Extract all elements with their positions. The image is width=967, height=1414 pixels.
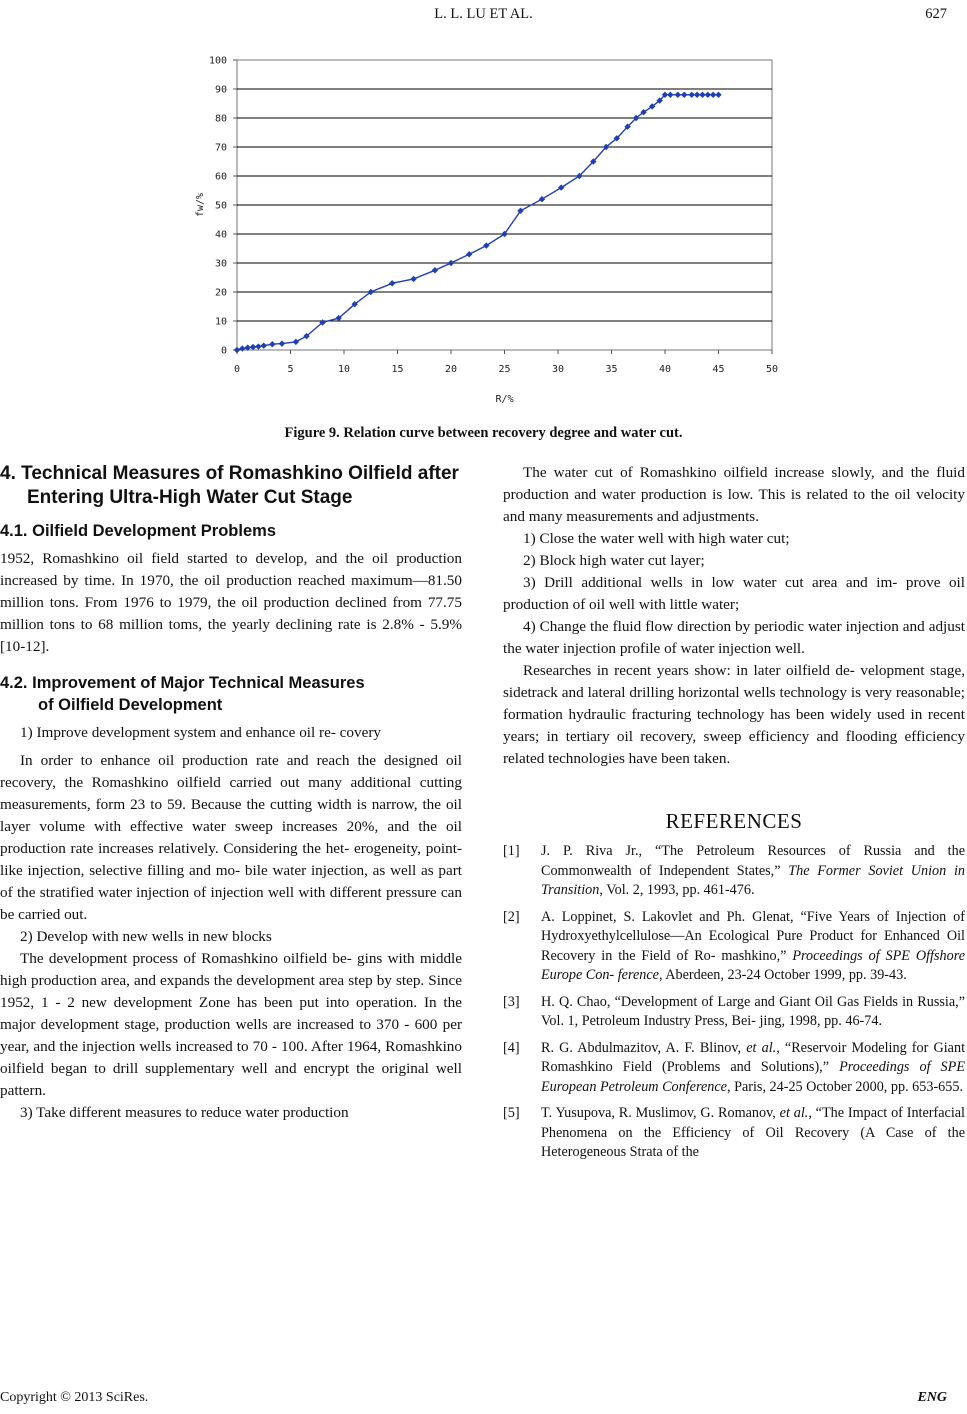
- y-tick-label: 20: [214, 287, 227, 299]
- reference-text: , “The Impact of Interfacial Phenomena on the Efficiency of Oil Recovery (A Case of the Heterogeneous Strata of the: [541, 1105, 966, 1160]
- data-point: [448, 260, 454, 266]
- section-4-2-title-line2: of Oilfield Development: [38, 696, 223, 714]
- reference-number: [5]: [503, 1105, 520, 1121]
- y-tick-label: 40: [214, 229, 227, 241]
- reference-italic: Proceedings of SPE Offshore Europe Con- ference: [541, 947, 965, 983]
- y-tick-label: 0: [220, 345, 227, 357]
- y-tick-label: 90: [214, 84, 227, 96]
- x-tick-label: 10: [337, 364, 351, 375]
- figure-9-chart: [185, 44, 785, 414]
- reference-text: , Vol. 2, 1993, pp. 461-476.: [599, 882, 755, 898]
- journal-abbrev: ENG: [917, 1390, 947, 1405]
- data-point: [675, 92, 681, 98]
- reference-text: , Aberdeen, 23-24 October 1999, pp. 39-43.: [658, 967, 907, 983]
- list-item: 1) Improve development system and enhance oil re- covery: [20, 724, 381, 741]
- reference-item: [503, 1104, 965, 1163]
- list-item: 1) Close the water well with high water cut;: [523, 530, 790, 547]
- list-item: 2) Develop with new wells in new blocks: [20, 928, 272, 945]
- series-line: [237, 95, 719, 350]
- references-title: REFERENCES: [665, 809, 803, 833]
- reference-item: [503, 842, 965, 901]
- x-tick-label: 30: [551, 364, 565, 375]
- y-tick-label: 30: [214, 258, 227, 270]
- data-point: [269, 341, 275, 347]
- x-axis-label: R/%: [495, 394, 514, 405]
- page-number: 627: [925, 6, 947, 22]
- left-column: [0, 462, 462, 1124]
- chart-svg: [185, 44, 785, 414]
- data-point: [715, 92, 721, 98]
- data-point: [681, 92, 687, 98]
- reference-number: [4]: [503, 1039, 520, 1056]
- reference-text: J. P. Riva Jr., “The Petroleum Resources of Russia and the Commonwealth of Independent States,”: [541, 843, 965, 879]
- reference-italic: et al.: [746, 1039, 777, 1056]
- data-point: [667, 92, 673, 98]
- data-point: [432, 267, 438, 273]
- x-tick-label: 0: [233, 364, 241, 375]
- data-point: [239, 345, 245, 351]
- data-point: [539, 196, 545, 202]
- data-point: [234, 347, 240, 353]
- x-tick-label: 50: [765, 364, 779, 375]
- y-tick-label: 70: [214, 142, 227, 154]
- x-tick-label: 5: [287, 364, 294, 375]
- reference-italic: Proceedings of SPE European Petroleum Conference: [541, 1059, 965, 1095]
- section-4-title: 4. Technical Measures of Romashkino Oilfield after Entering Ultra-High Water Cut Stage: [0, 463, 459, 508]
- reference-number: [2]: [503, 908, 520, 925]
- reference-text: , “Reservoir Modeling for Giant Romashkino Field (Problems and Solutions),”: [541, 1039, 966, 1075]
- reference-number: [1]: [503, 843, 520, 859]
- paragraph: The development process of Romashkino oilfield be- gins with middle high production area, and expands the development area step by step. Since 1952, 1 - 2 new development Zone has been put into operation. In the major development stage, production wells are increased to 370 - 600 per year, and the injection wells increased to 70 - 100. After 1964, Romashkino oilfield began to drill supplementary well and encrypt the original well pattern.: [0, 950, 462, 1099]
- x-tick-label: 20: [444, 364, 458, 375]
- y-tick-label: 50: [214, 200, 227, 212]
- data-point: [389, 280, 395, 286]
- x-tick-label: 45: [712, 364, 725, 375]
- data-point: [261, 342, 267, 348]
- section-4-2-title: [0, 672, 462, 716]
- copyright: Copyright © 2013 SciRes.: [0, 1390, 149, 1405]
- reference-text: , Paris, 24-25 October 2000, pp. 653-655.: [726, 1078, 964, 1095]
- y-tick-label: 100: [208, 55, 227, 67]
- reference-item: [503, 908, 965, 986]
- reference-italic: et al.: [779, 1105, 809, 1121]
- paragraph: In order to enhance oil production rate and reach the designed oil recovery, the Romashkino oilfield carried out many additional cutting measurements, form 23 to 59. Because the cutting width is narrow, the oil layer volume with effective water sweep increases 20%, and the oil production rate increases relatively. Considering the het- erogeneity, point-like injection, selective filling and mo- bile water injection, as well as part of the stratified water injection of injection well with different pressure can be carried out.: [0, 752, 462, 923]
- reference-item: [503, 1039, 965, 1098]
- running-head: L. L. LU ET AL.: [434, 6, 533, 22]
- x-tick-label: 25: [498, 364, 511, 375]
- list-item: 4) Change the fluid flow direction by periodic water injection and adjust the water injection profile of water injection well.: [503, 618, 965, 657]
- reference-text: H. Q. Chao, “Development of Large and Giant Oil Gas Fields in Russia,” Vol. 1, Petroleum Industry Press, Bei- jing, 1998, pp. 46-74.: [541, 993, 965, 1029]
- y-axis-label: fw/%: [195, 192, 206, 218]
- paragraph: The water cut of Romashkino oilfield increase slowly, and the fluid production and water production is low. This is related to the oil velocity and many measurements and adjustments.: [503, 464, 965, 525]
- data-point: [466, 251, 472, 257]
- data-point: [255, 343, 261, 349]
- reference-italic: The Former Soviet Union in Transition: [541, 862, 965, 898]
- reference-text: R. G. Abdulmazitov, A. F. Blinov,: [541, 1039, 747, 1056]
- section-4-1-title: 4.1. Oilfield Development Problems: [0, 522, 276, 540]
- paragraph: Researches in recent years show: in later oilfield de- velopment stage, sidetrack and lateral drilling horizontal wells technology is very reasonable; formation hydraulic fracturing technology has been widely used in recent years; in tertiary oil recovery, sweep efficiency and flooding efficiency related technologies have been taken.: [503, 662, 965, 767]
- x-tick-label: 35: [605, 364, 618, 375]
- x-tick-label: 40: [658, 364, 672, 375]
- y-tick-label: 10: [214, 316, 227, 328]
- page-header: [0, 6, 967, 28]
- list-item: 3) Take different measures to reduce water production: [20, 1104, 349, 1121]
- list-item: 2) Block high water cut layer;: [523, 552, 705, 569]
- y-tick-label: 60: [214, 171, 227, 183]
- section-4-2-title-line1: 4.2. Improvement of Major Technical Measures: [0, 674, 365, 692]
- figure-caption: Figure 9. Relation curve between recovery degree and water cut.: [284, 425, 683, 441]
- reference-item: [503, 993, 965, 1032]
- x-tick-label: 15: [391, 364, 404, 375]
- reference-text: A. Loppinet, S. Lakovlet and Ph. Glenat, “Five Years of Injection of Hydroxyethylcellulose—An Ecological Pure Product for Enhanced Oil Recovery in the Field of Ro- mashkino,”: [541, 908, 965, 964]
- reference-number: [3]: [503, 993, 520, 1010]
- data-point: [410, 276, 416, 282]
- reference-text: T. Yusupova, R. Muslimov, G. Romanov,: [541, 1105, 780, 1121]
- paragraph: 1952, Romashkino oil field started to develop, and the oil production increased by time. In 1970, the oil production reached maximum—81.50 million tons. From 1976 to 1979, the oil production declined from 77.75 million tons to 68 million toms, the yearly declining rate is 2.8% - 5.9% [10-12].: [0, 550, 462, 655]
- data-point: [279, 340, 285, 346]
- right-column: [503, 462, 965, 1170]
- list-item: 3) Drill additional wells in low water cut area and im- prove oil production of oil well with little water;: [503, 574, 965, 613]
- data-point: [293, 339, 299, 345]
- data-point: [250, 344, 256, 350]
- y-tick-label: 80: [214, 113, 227, 125]
